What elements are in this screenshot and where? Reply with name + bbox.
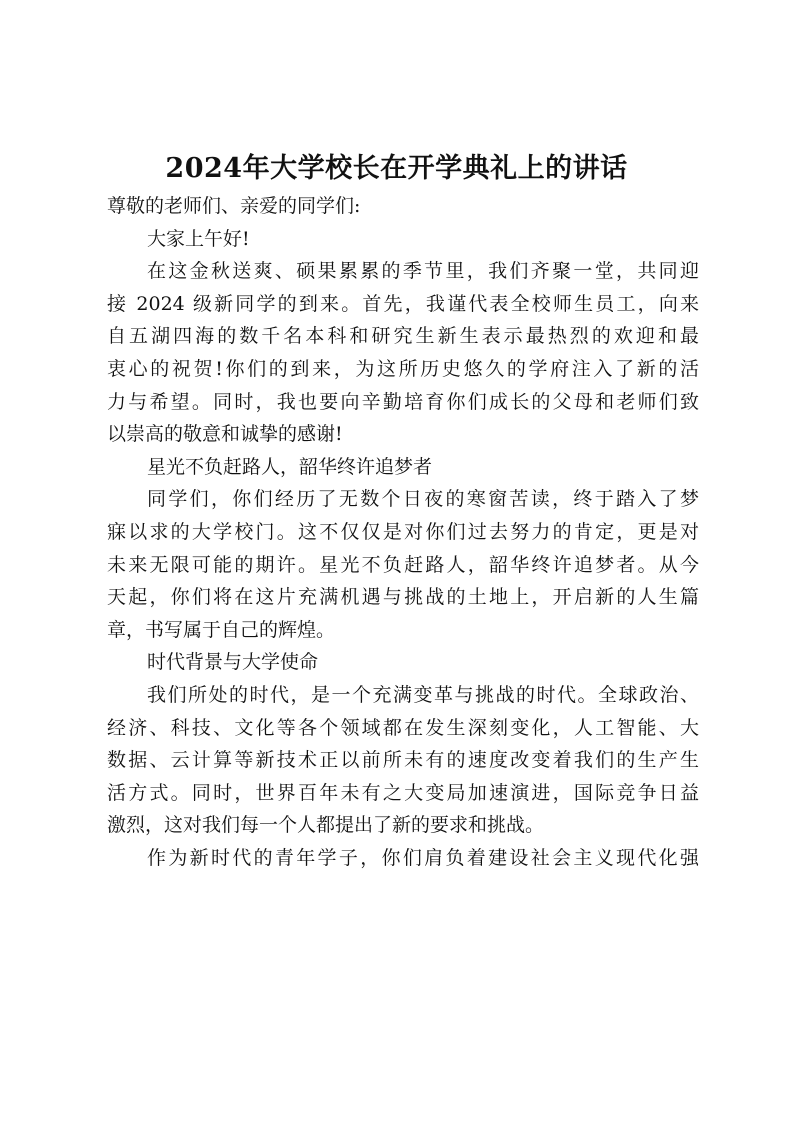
paragraph-line: 活方式。同时，世界百年未有之大变局加速演进，国际竞争日益 [107,781,699,804]
paragraph-line: 我们所处的时代，是一个充满变革与挑战的时代。全球政治、 [147,683,699,706]
paragraph-line: 未来无限可能的期许。星光不负赶路人，韶华终许追梦者。从今 [107,553,699,576]
speech-body [107,190,699,874]
paragraph-line: 作为新时代的青年学子，你们肩负着建设社会主义现代化强 [147,846,699,869]
paragraph-line: 在这金秋送爽、硕果累累的季节里，我们齐聚一堂，共同迎 [147,260,699,283]
paragraph-line: 数据、云计算等新技术正以前所未有的速度改变着我们的生产生 [107,749,699,772]
paragraph-line: 章，书写属于自己的辉煌。 [107,618,336,641]
paragraph-line: 激烈，这对我们每一个人都提出了新的要求和挑战。 [107,814,545,837]
paragraph-line: 衷心的祝贺!你们的到来，为这所历史悠久的学府注入了新的活 [107,357,699,380]
paragraph-line: 以崇高的敬意和诚挚的感谢! [107,423,343,446]
greeting-line: 大家上午好! [147,227,250,250]
paragraph-line: 天起，你们将在这片充满机遇与挑战的土地上，开启新的人生篇 [107,586,699,609]
paragraph-line: 同学们，你们经历了无数个日夜的寒窗苦读，终于踏入了梦 [147,488,699,511]
paragraph-line: 经济、科技、文化等各个领域都在发生深刻变化，人工智能、大 [107,716,699,739]
paragraph-line: 接 2024 级新同学的到来。首先，我谨代表全校师生员工，向来 [107,292,699,315]
paragraph-line: 自五湖四海的数千名本科和研究生新生表示最热烈的欢迎和最 [107,325,699,348]
salutation-line: 尊敬的老师们、亲爱的同学们: [107,195,361,217]
page-title: 2024年大学校长在开学典礼上的讲话 [165,153,628,184]
paragraph-line: 寐以求的大学校门。这不仅仅是对你们过去努力的肯定，更是对 [107,520,699,543]
paragraph-line: 力与希望。同时，我也要向辛勤培育你们成长的父母和老师们致 [107,390,699,413]
section-heading: 星光不负赶路人，韶华终许追梦者 [147,455,433,478]
section-heading: 时代背景与大学使命 [147,651,319,674]
